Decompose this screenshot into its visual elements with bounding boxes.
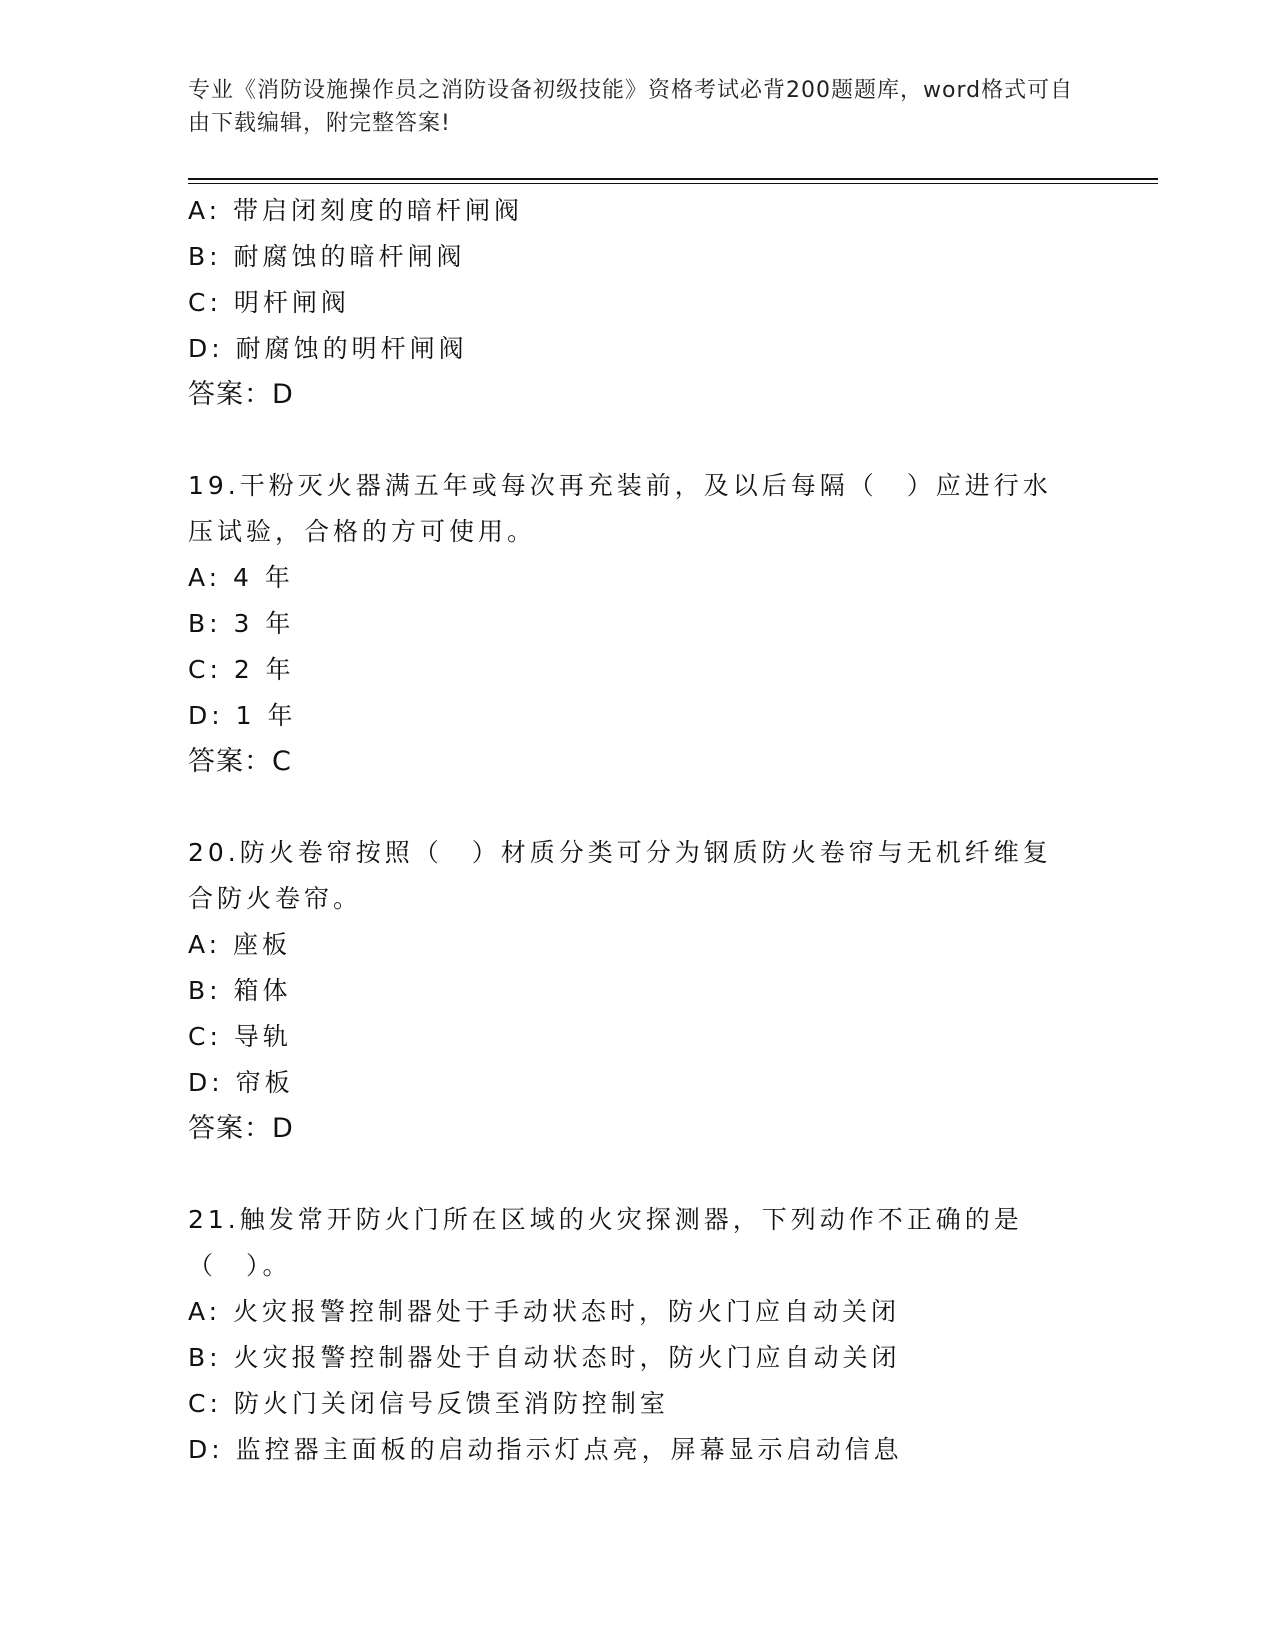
option-b: B: 箱体 (188, 976, 292, 1005)
spacer (188, 1152, 1088, 1197)
option-a: A: 4 年 (188, 563, 294, 592)
header-divider-thick (188, 178, 1158, 180)
option-b: B: 火灾报警控制器处于自动状态时，防火门应自动关闭 (188, 1343, 901, 1372)
option-a: A: 带启闭刻度的暗杆闸阀 (188, 196, 524, 225)
question-text: 19.干粉灭火器满五年或每次再充装前，及以后每隔（ ）应进行水压试验，合格的方可使用。 (188, 471, 1052, 546)
option-c: C: 防火门关闭信号反馈至消防控制室 (188, 1389, 669, 1418)
option-b: B: 3 年 (188, 609, 295, 638)
answer-line: 答案：C (188, 746, 292, 777)
header-divider-thin (188, 183, 1158, 184)
question-block-21 (188, 1197, 1088, 1473)
question-text: 20.防火卷帘按照（ ）材质分类可分为钢质防火卷帘与无机纤维复合防火卷帘。 (188, 838, 1052, 913)
question-block-20 (188, 830, 1088, 1152)
option-b: B: 耐腐蚀的暗杆闸阀 (188, 242, 466, 271)
document-body (188, 188, 1088, 1473)
option-d: D: 监控器主面板的启动指示灯点亮，屏幕显示启动信息 (188, 1435, 903, 1464)
question-block-18 (188, 188, 1088, 418)
spacer (188, 418, 1088, 463)
option-c: C: 明杆闸阀 (188, 288, 350, 317)
question-text: 21.触发常开防火门所在区域的火灾探测器，下列动作不正确的是（ ）。 (188, 1205, 1023, 1280)
option-c: C: 2 年 (188, 655, 295, 684)
option-a: A: 火灾报警控制器处于手动状态时，防火门应自动关闭 (188, 1297, 901, 1326)
option-d: D: 耐腐蚀的明杆闸阀 (188, 334, 468, 363)
option-c: C: 导轨 (188, 1022, 292, 1051)
option-a: A: 座板 (188, 930, 292, 959)
option-d: D: 帘板 (188, 1068, 294, 1097)
spacer (188, 785, 1088, 830)
question-block-19 (188, 463, 1088, 785)
option-d: D: 1 年 (188, 701, 297, 730)
answer-line: 答案：D (188, 1113, 294, 1144)
document-header: 专业《消防设施操作员之消防设备初级技能》资格考试必背200题题库，word格式可自由下载编辑，附完整答案! (188, 78, 1074, 136)
answer-line: 答案：D (188, 379, 294, 410)
